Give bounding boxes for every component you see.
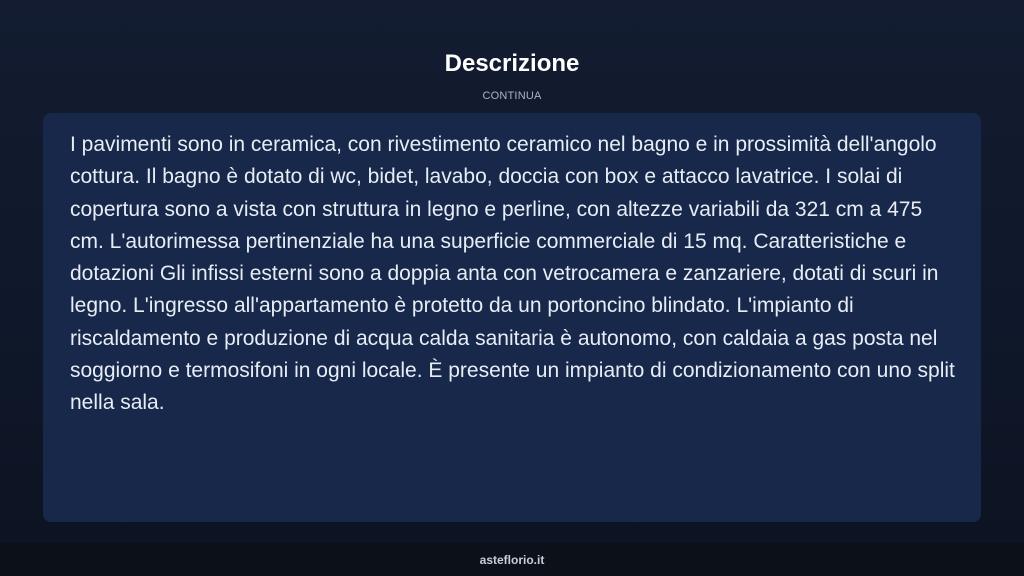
page-subtitle: CONTINUA — [482, 90, 542, 102]
footer-bar — [0, 543, 1024, 576]
description-text: I pavimenti sono in ceramica, con rivestimento ceramico nel bagno e in prossimità dell'angolo cottura. Il bagno è dotato di wc, bidet, lavabo, doccia con box e attacco lavatrice. I solai di copertura sono a vista con struttura in legno e perline, con altezze variabili da 321 cm a 475 cm. L'autorimessa pertinenziale ha una superficie commerciale di 15 mq. Caratteristiche e dotazioni Gli infissi esterni sono a doppia anta con vetrocamera e zanzariere, dotati di scuri in legno. L'ingresso all'appartamento è protetto da un portoncino blindato. L'impianto di riscaldamento e produzione di acqua calda sanitaria è autonomo, con caldaia a gas posta nel soggiorno e termosifoni in ogni locale. È presente un impianto di condizionamento con uno split nella sala. — [70, 133, 955, 415]
footer-brand: asteflorio.it — [479, 552, 545, 567]
page-title: Descrizione — [444, 50, 580, 77]
description-card — [43, 113, 981, 522]
